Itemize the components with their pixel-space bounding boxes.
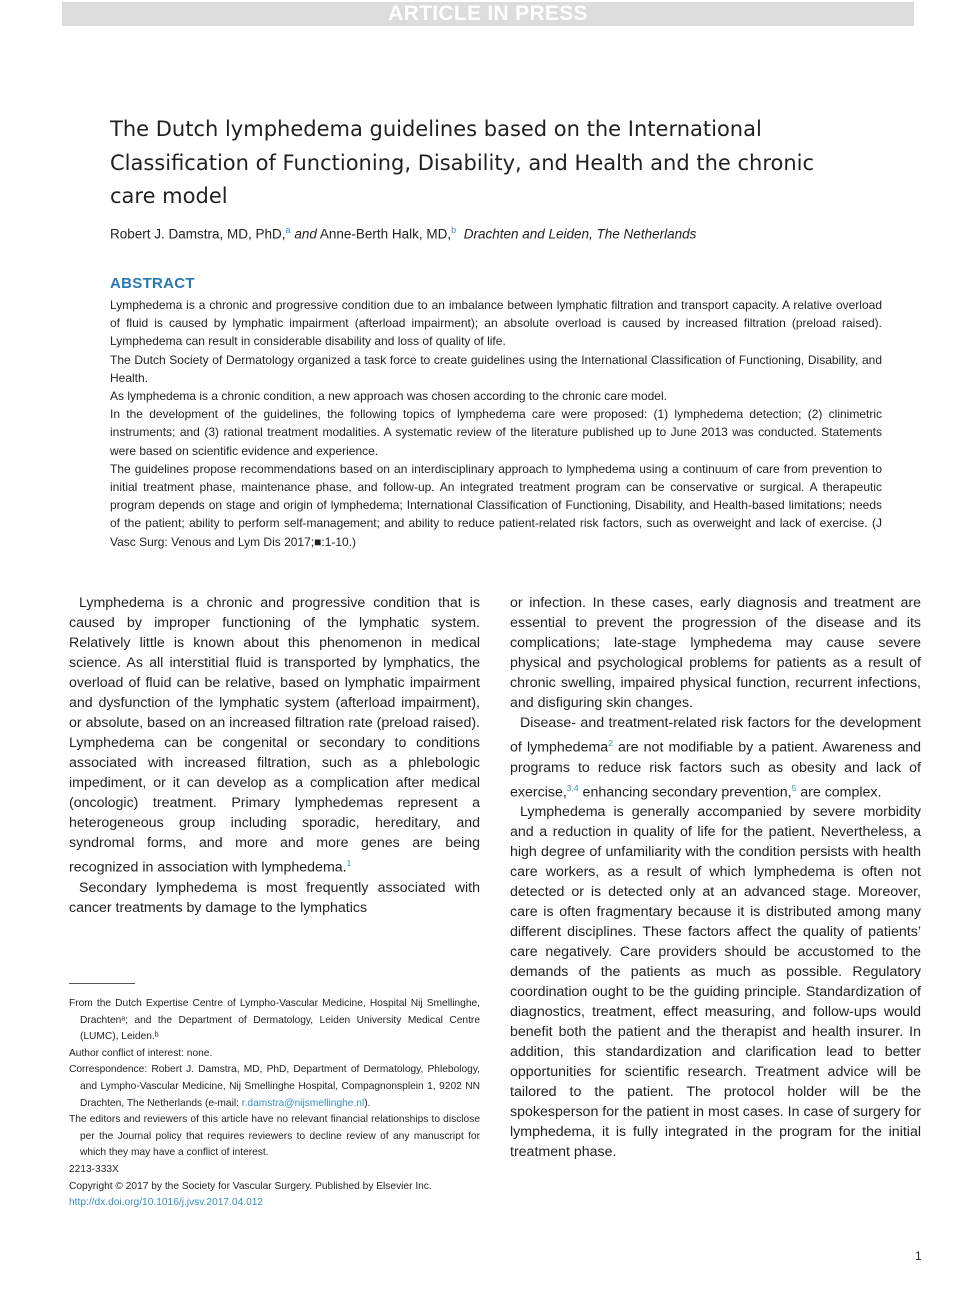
- body-column-right: [510, 593, 921, 1162]
- article-in-press-banner: ARTICLE IN PRESS: [62, 2, 914, 26]
- abstract-body: [110, 296, 882, 551]
- correspondence-note: Correspondence: Robert J. Damstra, MD, PhD, Department of Dermatology, Phlebology, and Lympho-Vascular Medicine, Nij Smellinghe Hospital, Compagnonsplein 1, 9202 NN Drachten, The Netherlands (e-mail: r.damstra@nijsmellinghe.nl).: [69, 1064, 480, 1109]
- reference-link[interactable]: 3,4: [566, 782, 579, 793]
- footnotes: [69, 996, 480, 1212]
- affiliation-ref-b[interactable]: b: [451, 225, 457, 235]
- affiliation-note: From the Dutch Expertise Centre of Lympho-Vascular Medicine, Hospital Nij Smellinghe, Drachtenᵃ; and the Department of Dermatology, Leiden University Medical Centre (LUMC), Leiden.ᵇ: [69, 998, 480, 1043]
- doi-link[interactable]: http://dx.doi.org/10.1016/j.jvsv.2017.04.012: [69, 1197, 264, 1209]
- author-line: [110, 220, 870, 245]
- abstract-heading: ABSTRACT: [110, 275, 195, 292]
- abstract-paragraph: In the development of the guidelines, the following topics of lymphedema care were proposed: (1) lymphedema detection; (2) clinimetric instruments; and (3) rational treatment modalities. A systematic review of the literature published up to June 2013 was conducted. Statements were based on scientific evidence and experience.: [110, 407, 882, 458]
- body-paragraph: Lymphedema is a chronic and progressive condition that is caused by improper functioning of the lymphatic system. Relatively little is known about this phenomenon in medical science. As all interstitial fluid is transported by lymphatics, the overload of fluid can be relative, based on lymphatic impairment and dysfunction of the lymphatic system (afterload impairment), or absolute, based on an increased filtration rate (preload raised). Lymphedema can be congenital or secondary to conditions associated with increased filtration, such as a phlebologic impediment, or it can develop as a complication after medical (oncologic) treatment. Primary lymphedemas represent a heterogeneous group including sporadic, hereditary, and syndromal forms, and more and more genes are being recognized in association with lymphedema.$^1$: [69, 595, 480, 876]
- abstract-paragraph: The Dutch Society of Dermatology organized a task force to create guidelines using the International Classification of Functioning, Disability, and Health.: [110, 352, 882, 385]
- author-conjunction: and: [294, 226, 317, 242]
- body-paragraph: Secondary lymphedema is most frequently associated with cancer treatments by damage to the lymphatics: [69, 879, 480, 916]
- article-title: The Dutch lymphedema guidelines based on the International Classification of Functioning, Disability, and Health and the chronic care model: [110, 117, 815, 208]
- page-number: 1: [915, 1249, 922, 1263]
- copyright-note: Copyright © 2017 by the Society for Vascular Surgery. Published by Elsevier Inc.: [69, 1180, 432, 1192]
- body-paragraph: Lymphedema is generally accompanied by severe morbidity and a reduction in quality of life for the patient. Nevertheless, a high degree of unfamiliarity with the condition persists with health care workers, as a result of which lymphedema is often not detected or is detected only at an advanced stage. Moreover, care is often fragmentary because it is distributed among many different disciplines. These factors affect the quality of patients’ care negatively. Care providers should be accustomed to the demands of the patients as much as possible. Regulatory coordination ought to be the guiding principle. Standardization of diagnostics, treatment, effect measuring, and follow-ups would benefit both the patient and the therapist and health insurer. In addition, this standardization and clarification lead to better opportunities for scientific research. Treatment advice will be tailored to the patient. The protocol holder will be the spokesperson for the patient in most cases. In case of surgery for lymphedema, it is fully integrated in the program for the initial treatment phase.: [510, 804, 921, 1161]
- abstract-paragraph: Lymphedema is a chronic and progressive condition due to an imbalance between lymphatic filtration and transport capacity. A relative overload of fluid is caused by lymphatic impairment (afterload impairment); an absolute overload is caused by increased filtration (preload raised). Lymphedema can result in considerable disability and loss of quality of life.: [110, 298, 882, 349]
- abstract-paragraph: As lymphedema is a chronic condition, a new approach was chosen according to the chronic care model.: [110, 389, 667, 404]
- editors-note: The editors and reviewers of this article have no relevant financial relationships to disclose per the Journal policy that requires reviewers to decline review of any manuscript for which they may have a conflict of interest.: [69, 1114, 480, 1159]
- issn: 2213-333X: [69, 1163, 119, 1175]
- author-1: Robert J. Damstra, MD, PhD,: [110, 226, 286, 242]
- body-paragraph: Disease- and treatment-related risk factors for the development of lymphedema$^2$ are not modifiable by a patient. Awareness and programs to reduce risk factors such as obesity and lack of exercise,$^{3,4}$ enhancing secondary prevention,$^5$ are complex.: [510, 715, 921, 801]
- body-paragraph: or infection. In these cases, early diagnosis and treatment are essential to prevent the progression of the disease and its complications; late-stage lymphedema may cause severe physical and psychological problems for patients as a result of chronic swelling, impaired physical function, recurrent infections, and disfiguring skin changes.: [510, 595, 921, 711]
- author-2: Anne-Berth Halk, MD,: [319, 226, 452, 242]
- footnote-divider: [69, 983, 135, 984]
- author-location: Drachten and Leiden, The Netherlands: [463, 226, 697, 242]
- body-column-left: [69, 593, 480, 918]
- affiliation-ref-a[interactable]: a: [285, 225, 291, 235]
- abstract-paragraph: The guidelines propose recommendations based on an interdisciplinary approach to lymphedema using a continuum of care from prevention to initial treatment phase, maintenance phase, and follow-up. An integrated treatment program can be conservative or surgical. A therapeutic program depends on stage and origin of lymphedema; International Classification of Functioning, Disability, and Health-based limitations; needs of the patient; ability to perform self-management; and ability to reduce patient-related risk factors, such as overweight and lack of exercise. (J Vasc Surg: Venous and Lym Dis 2017;■:1-10.): [110, 461, 882, 549]
- email-link[interactable]: r.damstra@nijsmellinghe.nl: [241, 1097, 365, 1109]
- reference-link[interactable]: 2: [608, 738, 613, 748]
- reference-link[interactable]: 5: [791, 782, 797, 793]
- reference-link[interactable]: 1: [346, 858, 352, 868]
- conflict-note: Author conflict of interest: none.: [69, 1047, 213, 1059]
